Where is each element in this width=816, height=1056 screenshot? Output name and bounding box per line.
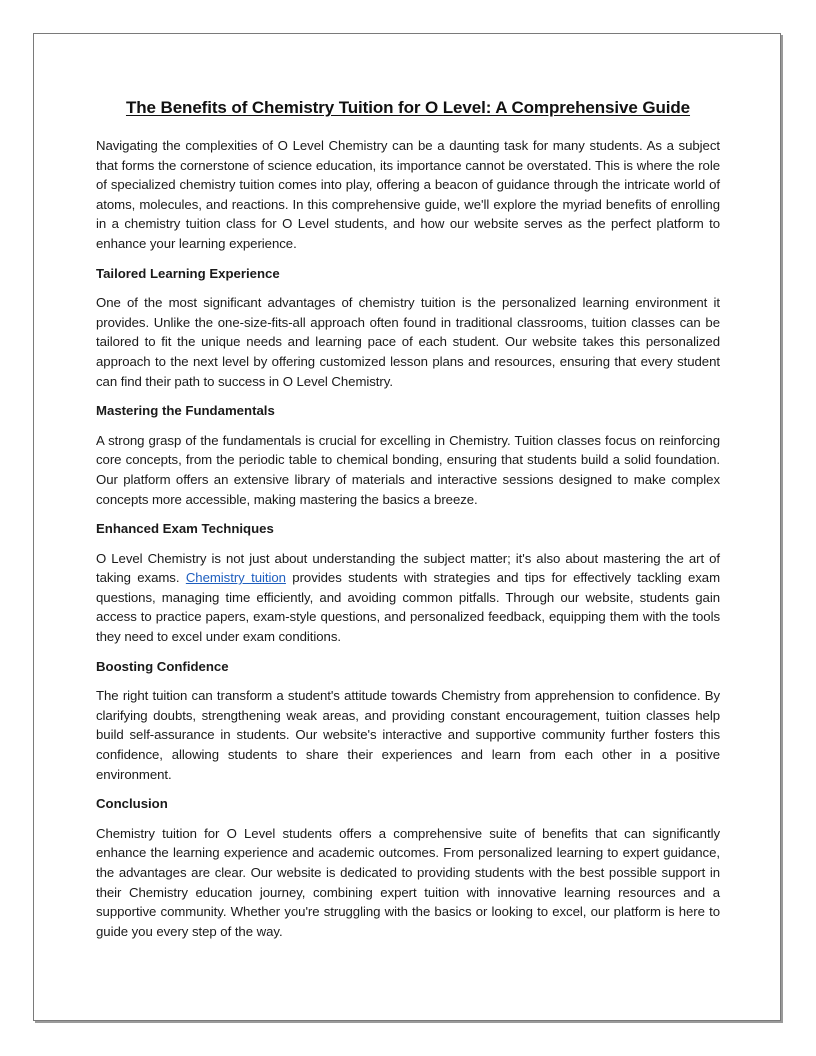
document-title: The Benefits of Chemistry Tuition for O Level: A Comprehensive Guide (125, 98, 691, 117)
section-body-conclusion: Chemistry tuition for O Level students offers a comprehensive suite of benefits that can significantly enhance the learning experience and academic outcomes. From personalized learning to expert guidance, the advantages are clear. Our website is dedicated to providing students with the best possible support in their Chemistry education journey, combining expert tuition with innovative learning resources and a supportive community. Whether you're struggling with the basics or looking to excel, our platform is here to guide you every step of the way. (96, 825, 720, 939)
exam-techniques-text-after: provides students with strategies and tips for effectively tackling exam questions, managing time efficiently, and avoiding common pitfalls. Through our website, students gain access to practice papers, exam-style questions, and personalized feedback, equipping them with the tools they need to excel under exam conditions. (96, 570, 720, 645)
section-body-exam-techniques (96, 549, 720, 647)
section-heading-confidence: Boosting Confidence (96, 658, 229, 674)
section-body-fundamentals: A strong grasp of the fundamentals is crucial for excelling in Chemistry. Tuition classes focus on reinforcing core concepts, from the periodic table to chemical bonding, ensuring that students build a solid foundation. Our platform offers an extensive library of materials and interactive sessions designed to make complex concepts more accessible, making mastering the basics a breeze. (96, 432, 720, 507)
chemistry-tuition-link[interactable]: Chemistry tuition (185, 570, 286, 586)
intro-paragraph: Navigating the complexities of O Level Chemistry can be a daunting task for many students. As a subject that forms the cornerstone of science education, its importance cannot be overstated. This is where the role of specialized chemistry tuition comes into play, offering a beacon of guidance through the intricate world of atoms, molecules, and reactions. In this comprehensive guide, we'll explore the myriad benefits of enrolling in a chemistry tuition class for O Level students, and how our website serves as the perfect platform to enhance your learning experience. (96, 138, 720, 251)
section-heading-exam-techniques: Enhanced Exam Techniques (96, 521, 274, 537)
section-heading-conclusion: Conclusion (96, 796, 168, 812)
section-body-tailored-learning: One of the most significant advantages of chemistry tuition is the personalized learning environment it provides. Unlike the one-size-fits-all approach often found in traditional classrooms, tuition classes can be tailored to fit the unique needs and learning pace of each student. Our website takes this personalized approach to the next level by offering customized lesson plans and resources, ensuring that every student can find their path to success in O Level Chemistry. (96, 295, 720, 389)
section-body-confidence: The right tuition can transform a student's attitude towards Chemistry from apprehension to confidence. By clarifying doubts, strengthening weak areas, and providing constant encouragement, tuition classes help build self-assurance in students. Our website's interactive and supportive community further fosters this confidence, allowing students to share their experiences and learn from each other in a positive environment. (96, 688, 720, 782)
section-heading-fundamentals: Mastering the Fundamentals (96, 403, 275, 419)
section-heading-tailored-learning: Tailored Learning Experience (96, 265, 280, 281)
exam-techniques-text-before: O Level Chemistry is not just about understanding the subject matter; it's also about mastering the art of taking exams. (96, 550, 720, 586)
document-body (96, 98, 720, 951)
